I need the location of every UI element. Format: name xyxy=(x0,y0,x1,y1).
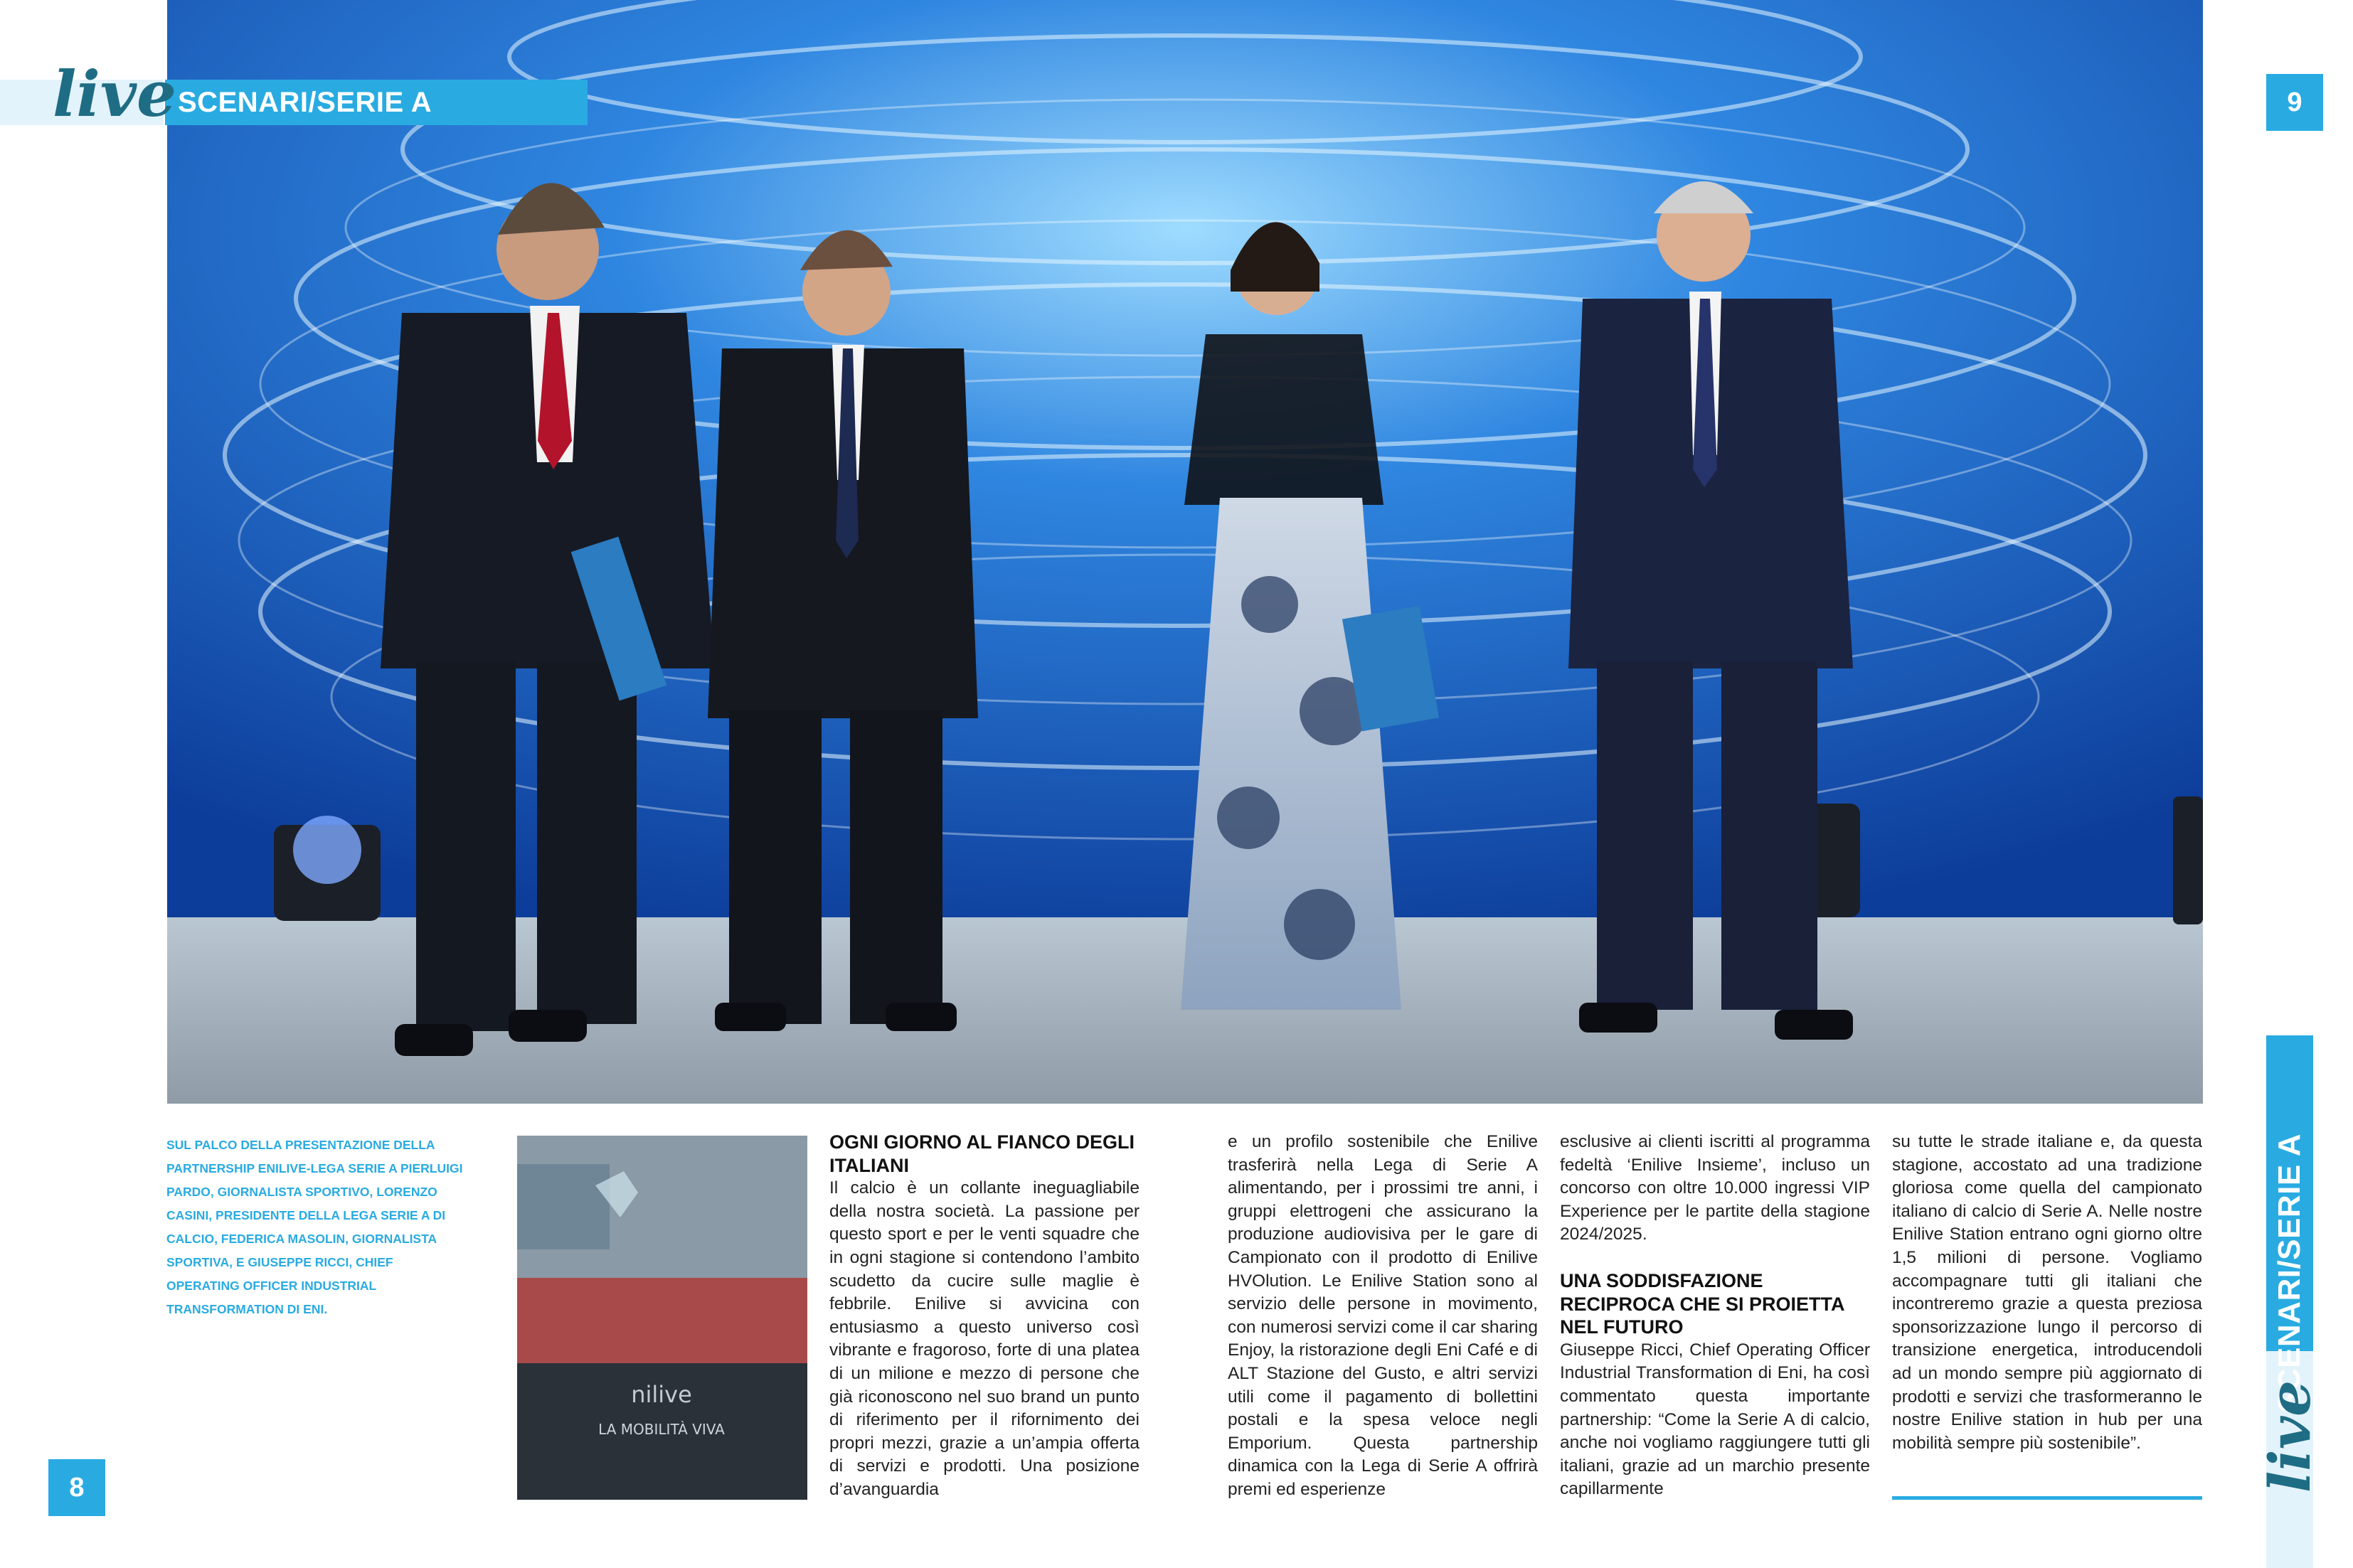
article-column-1 xyxy=(829,1131,1140,1502)
article-heading-1: OGNI GIORNO AL FIANCO DEGLI ITALIANI xyxy=(829,1131,1135,1176)
inset-photo xyxy=(517,1136,807,1500)
inset-logo-text: nilive xyxy=(631,1381,692,1408)
page-number-left: 8 xyxy=(48,1459,105,1516)
live-logo: live xyxy=(53,57,176,131)
article-column-3 xyxy=(1560,1131,1870,1501)
article-end-rule xyxy=(1892,1496,2202,1500)
article-paragraph-2: e un profilo sostenibile che Enilive trasferirà nella Lega di Serie A alimentando, per i prossimi tre anni, i gruppi elettrogeni che assicurano la produzione audiovisiva per le gare di Campionato con il prodotto di Enilive HVOlution. Le Enilive Station sono al servizio delle persone in movimento, con numerosi servizi come il car sharing Enjoy, la ristorazione degli Eni Café e di ALT Stazione del Gusto, e altri servizi utili come il pagamento di bollettini postali e la spesa veloce negli Emporium. Questa partnership dinamica con la Lega di Serie A offrirà premi ed esperienze xyxy=(1228,1132,1538,1499)
article-column-2 xyxy=(1228,1131,1538,1502)
photo-caption: SUL PALCO DELLA PRESENTAZIONE DELLA PARTNERSHIP ENILIVE-LEGA SERIE A PIERLUIGI PARDO, GIORNALISTA SPORTIVO, LORENZO CASINI, PRESIDENTE DELLA LEGA SERIE A DI CALCIO, FEDERICA MASOLIN, GIORNALISTA SPORTIVA, E GIUSEPPE RICCI, CHIEF OPERATING OFFICER INDUSTRIAL TRANSFORMATION DI ENI. xyxy=(166,1138,463,1316)
inset-sign-text: LA MOBILITÀ VIVA xyxy=(598,1421,725,1438)
article-paragraph-1: Il calcio è un collante ineguagliabile della nostra società. La passione per questo sport e per le venti squadre che in ogni stagione si contendono l’ambito scudetto da cucire sulle maglie è febbrile. Enilive si avvicina con entusiasmo a questo universo così vibrante e fragoroso, forte di una platea di un milione e mezzo di persone che già riconoscono nel suo brand un punto di riferimento per il rifornimento dei propri mezzi, grazie a un’ampia offerta di servizi e prodotti. Una posizione d’avanguardia xyxy=(829,1178,1140,1499)
article-paragraph-4: Giuseppe Ricci, Chief Operating Officer Industrial Transformation di Eni, ha così commentato questa importante partnership: “Come la Serie A di calcio, anche noi vogliamo raggiungere tutti gli italiani, grazie ad un marchio presente capillarmente xyxy=(1560,1340,1870,1499)
article-heading-2: UNA SODDISFAZIONE RECIPROCA CHE SI PROIETTA NEL FUTURO xyxy=(1560,1269,1844,1338)
article-paragraph-3: esclusive ai clienti iscritti al programma fedeltà ‘Enilive Insieme’, incluso un concorso con oltre 10.000 ingressi VIP Experience per le partite della stagione 2024/2025. xyxy=(1560,1132,1870,1244)
section-title: SCENARI/SERIE A xyxy=(178,87,432,118)
side-tab-logo: live xyxy=(2256,1380,2323,1493)
article-column-4 xyxy=(1892,1131,2202,1455)
article-paragraph-5: su tutte le strade italiane e, da questa stagione, accostato ad una tradizione gloriosa come quella del campionato italiano di calcio di Serie A. Nelle nostre Enilive Station entrano ogni giorno oltre 1,5 milioni di persone. Vogliamo accompagnare tutti gli italiani che incontreremo grazie a questa preziosa sponsorizzazione lungo il percorso di transizione energetica, introducendoli ad un mondo sempre più aggiornato di prodotti e servizi che trasformeranno le nostre Enilive station in hub per una mobilità sempre più sostenibile”. xyxy=(1892,1132,2202,1453)
stage-photo xyxy=(167,0,2203,1104)
side-tab-title: SCENARI/SERIE A xyxy=(2272,1133,2307,1413)
page-number-right: 9 xyxy=(2266,74,2323,131)
